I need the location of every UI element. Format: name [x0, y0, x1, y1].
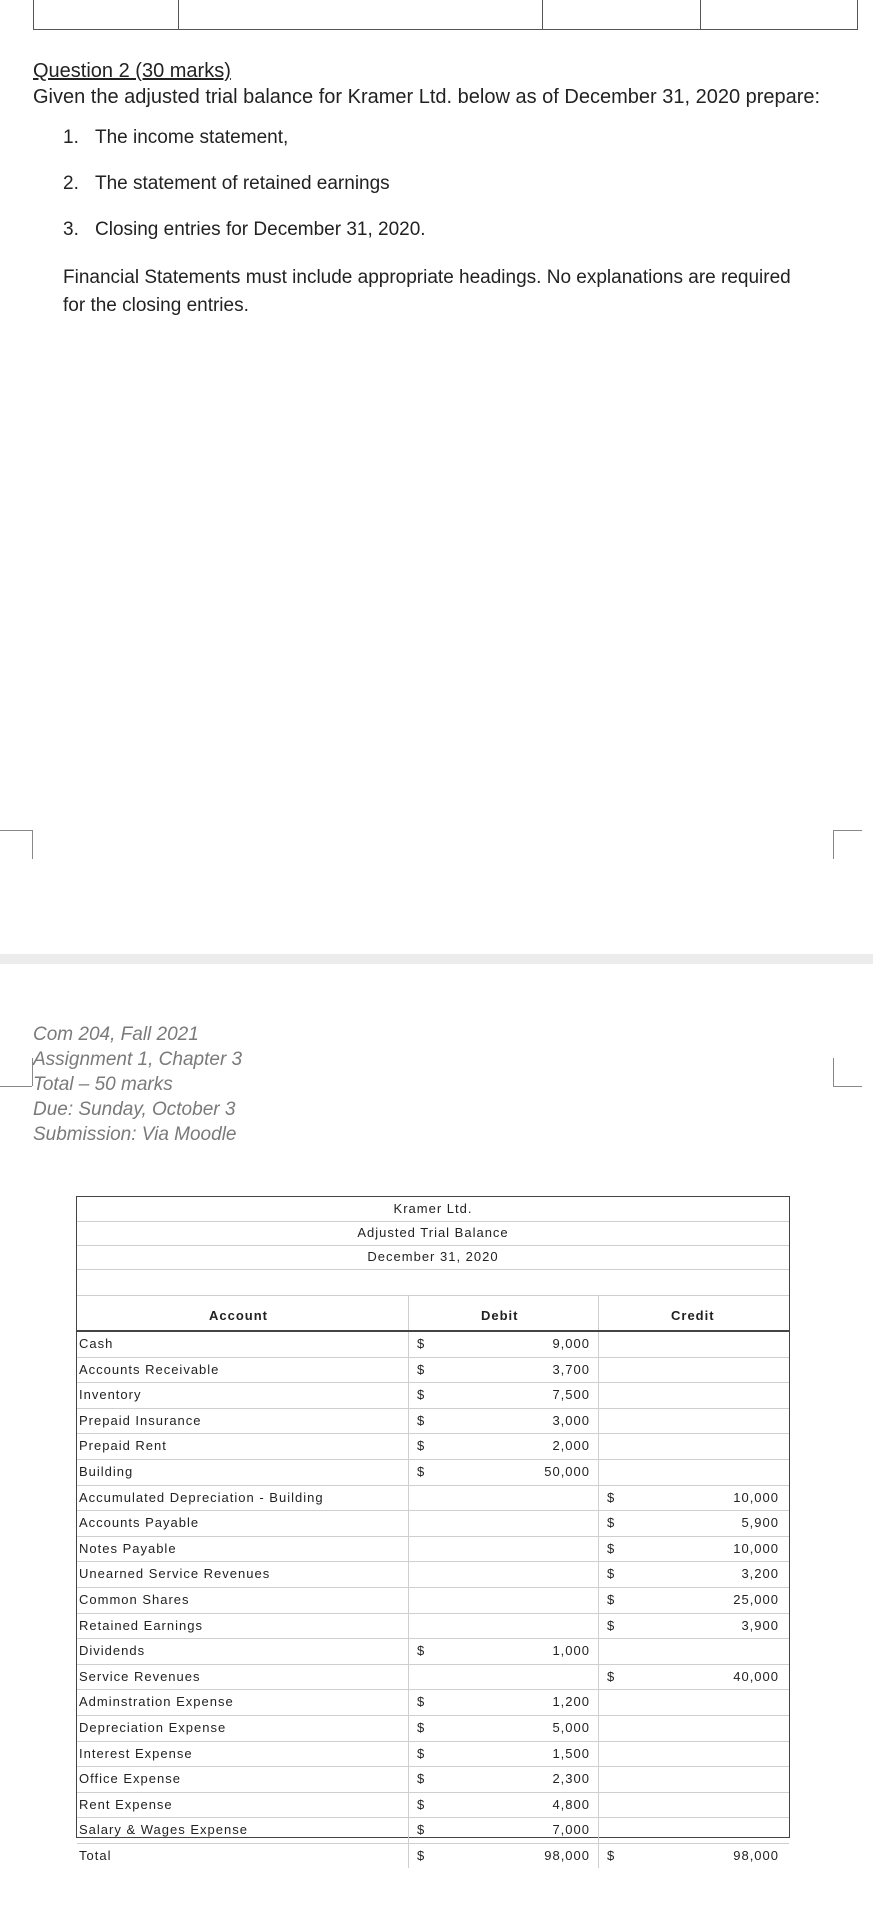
- course-line: Total – 50 marks: [33, 1074, 173, 1095]
- table-row: [77, 1511, 789, 1537]
- table-row: [77, 1793, 789, 1819]
- debit-amount: 1,200: [552, 1694, 590, 1710]
- account-name: Accounts Receivable: [79, 1361, 220, 1377]
- credit-dollar-sign: $: [607, 1591, 616, 1607]
- table-title: Adjusted Trial Balance: [77, 1221, 789, 1246]
- account-name: Notes Payable: [79, 1540, 177, 1556]
- account-name: Depreciation Expense: [79, 1719, 227, 1735]
- crop-mark: [0, 830, 33, 859]
- credit-dollar-sign: $: [607, 1540, 616, 1556]
- debit-dollar-sign: $: [417, 1847, 426, 1863]
- table-row: [77, 1614, 789, 1640]
- table-row: [77, 1486, 789, 1512]
- debit-amount: 7,000: [552, 1822, 590, 1838]
- column-header-debit: Debit: [481, 1308, 519, 1323]
- account-name: Common Shares: [79, 1591, 190, 1607]
- account-name: Cash: [79, 1336, 114, 1351]
- table-row: [77, 1818, 789, 1844]
- account-name: Dividends: [79, 1643, 146, 1659]
- account-name: Accounts Payable: [79, 1515, 200, 1531]
- course-line: Assignment 1, Chapter 3: [33, 1049, 243, 1070]
- debit-amount: 5,000: [552, 1719, 590, 1735]
- account-name: Retained Earnings: [79, 1617, 203, 1633]
- debit-dollar-sign: $: [417, 1694, 426, 1710]
- debit-amount: 50,000: [544, 1463, 590, 1479]
- course-line: Due: Sunday, October 3: [33, 1099, 236, 1120]
- account-name: Office Expense: [79, 1771, 181, 1787]
- debit-dollar-sign: $: [417, 1412, 426, 1428]
- credit-dollar-sign: $: [607, 1566, 616, 1582]
- debit-amount: 2,300: [552, 1771, 590, 1787]
- table-row: [77, 1434, 789, 1460]
- table-row: [77, 1639, 789, 1665]
- trial-balance-table: [76, 1196, 790, 1863]
- task-item: 3. Closing entries for December 31, 2020.: [63, 219, 426, 240]
- debit-dollar-sign: $: [417, 1796, 426, 1812]
- column-header-credit: Credit: [671, 1308, 715, 1323]
- credit-amount: 3,900: [741, 1617, 779, 1633]
- account-name: Interest Expense: [79, 1745, 193, 1761]
- debit-dollar-sign: $: [417, 1336, 426, 1351]
- credit-dollar-sign: $: [607, 1668, 616, 1684]
- debit-amount: 3,000: [552, 1412, 590, 1428]
- debit-dollar-sign: $: [417, 1361, 426, 1377]
- table-row: [77, 1767, 789, 1793]
- account-name: Accumulated Depreciation - Building: [79, 1489, 324, 1505]
- table-row: [77, 1690, 789, 1716]
- course-line: Submission: Via Moodle: [33, 1124, 237, 1145]
- credit-dollar-sign: $: [607, 1847, 616, 1863]
- debit-amount: 3,700: [552, 1361, 590, 1377]
- table-row: [77, 1460, 789, 1486]
- table-row: [77, 1716, 789, 1742]
- credit-amount: 40,000: [733, 1668, 779, 1684]
- crop-mark: [0, 1058, 32, 1087]
- course-line: Com 204, Fall 2021: [33, 1024, 199, 1045]
- account-name: Total: [79, 1847, 112, 1863]
- task-item: 1. The income statement,: [63, 127, 289, 148]
- column-header-account: Account: [209, 1308, 268, 1323]
- credit-dollar-sign: $: [607, 1515, 616, 1531]
- debit-dollar-sign: $: [417, 1719, 426, 1735]
- debit-dollar-sign: $: [417, 1745, 426, 1761]
- table-row: [77, 1665, 789, 1691]
- question-intro: Given the adjusted trial balance for Kramer Ltd. below as of December 31, 2020 prepare:: [33, 86, 821, 108]
- table-row: [77, 1742, 789, 1768]
- table-grid: [77, 1295, 789, 1868]
- credit-amount: 5,900: [741, 1515, 779, 1531]
- crop-mark: [833, 830, 862, 859]
- debit-amount: 9,000: [552, 1336, 590, 1351]
- account-name: Salary & Wages Expense: [79, 1822, 248, 1838]
- task-item: 2. The statement of retained earnings: [63, 173, 390, 194]
- credit-amount: 98,000: [733, 1847, 779, 1863]
- question-task-list: [63, 124, 426, 262]
- debit-dollar-sign: $: [417, 1438, 426, 1454]
- account-name: Adminstration Expense: [79, 1694, 234, 1710]
- page-separator: [0, 954, 873, 964]
- account-name: Inventory: [79, 1387, 142, 1403]
- debit-dollar-sign: $: [417, 1387, 426, 1403]
- account-name: Rent Expense: [79, 1796, 173, 1812]
- debit-dollar-sign: $: [417, 1643, 426, 1659]
- table-total-row: [77, 1844, 789, 1869]
- table-row: [77, 1383, 789, 1409]
- credit-dollar-sign: $: [607, 1489, 616, 1505]
- debit-amount: 2,000: [552, 1438, 590, 1454]
- credit-amount: 10,000: [733, 1489, 779, 1505]
- credit-dollar-sign: $: [607, 1617, 616, 1633]
- table-row: [77, 1409, 789, 1435]
- question-note: Financial Statements must include appropriate headings. No explanations are required for the closing entries.: [63, 267, 791, 316]
- account-name: Service Revenues: [79, 1668, 201, 1684]
- table-company: Kramer Ltd.: [77, 1197, 789, 1222]
- course-header: [33, 1022, 242, 1147]
- account-name: Building: [79, 1463, 134, 1479]
- credit-amount: 25,000: [733, 1591, 779, 1607]
- table-row: [77, 1562, 789, 1588]
- table-date: December 31, 2020: [77, 1245, 789, 1270]
- credit-amount: 10,000: [733, 1540, 779, 1556]
- question-title: Question 2 (30 marks): [33, 60, 231, 82]
- debit-amount: 98,000: [544, 1847, 590, 1863]
- table-column-headers: [77, 1295, 789, 1332]
- credit-amount: 3,200: [741, 1566, 779, 1582]
- table-row: [77, 1537, 789, 1563]
- table-row: [77, 1358, 789, 1384]
- crop-mark: [833, 1058, 862, 1087]
- debit-dollar-sign: $: [417, 1822, 426, 1838]
- debit-amount: 7,500: [552, 1387, 590, 1403]
- debit-amount: 1,000: [552, 1643, 590, 1659]
- debit-amount: 1,500: [552, 1745, 590, 1761]
- account-name: Prepaid Insurance: [79, 1412, 202, 1428]
- debit-dollar-sign: $: [417, 1463, 426, 1479]
- table-row: [77, 1332, 789, 1358]
- account-name: Unearned Service Revenues: [79, 1566, 271, 1582]
- previous-table-stub: [33, 0, 858, 30]
- account-name: Prepaid Rent: [79, 1438, 167, 1454]
- debit-dollar-sign: $: [417, 1771, 426, 1787]
- table-row: [77, 1588, 789, 1614]
- debit-amount: 4,800: [552, 1796, 590, 1812]
